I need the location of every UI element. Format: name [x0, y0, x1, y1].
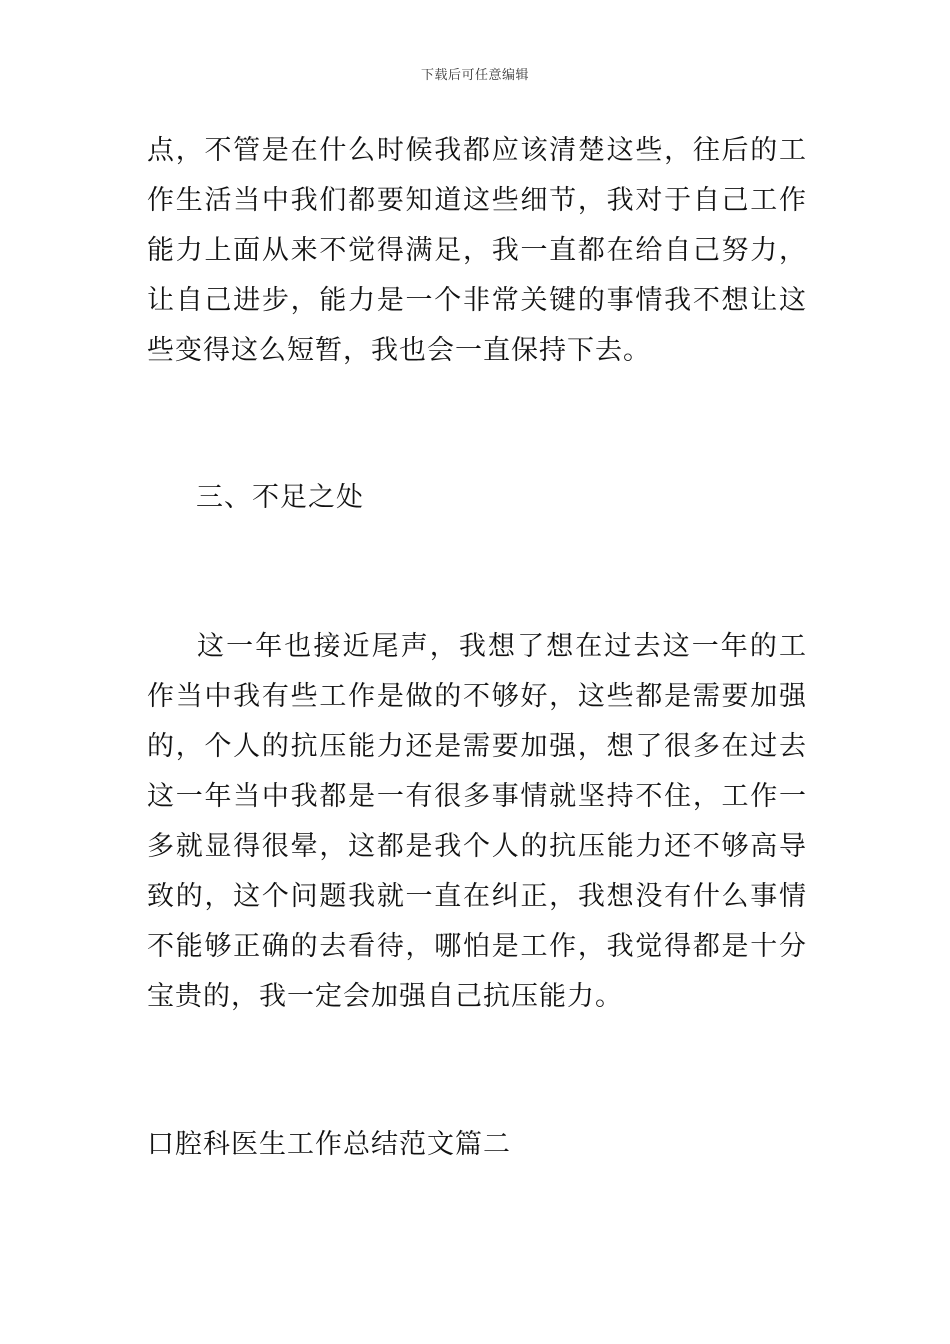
header-note: 下载后可任意编辑 — [420, 68, 529, 83]
section-title: 口腔科医生工作总结范文篇二 — [147, 1129, 511, 1160]
section-heading-3: 三、不足之处 — [196, 482, 364, 513]
body-paragraph-1: 点，不管是在什么时候我都应该清楚这些，往后的工作生活当中我们都要知道这些细节，我对于自己工作能力上面从来不觉得满足，我一直都在给自己努力，让自己进步，能力是一个非常关键的事情我不想让这些变得这么短暂，我也会一直保持下去。 — [147, 135, 807, 366]
body-paragraph-2: 这一年也接近尾声，我想了想在过去这一年的工作当中我有些工作是做的不够好，这些都是需要加强的，个人的抗压能力还是需要加强，想了很多在过去这一年当中我都是一有很多事情就坚持不住，工作一多就显得很晕，这都是我个人的抗压能力还不够高导致的，这个问题我就一直在纠正，我想没有什么事情不能够正确的去看待，哪怕是工作，我觉得都是十分宝贵的，我一定会加强自己抗压能力。 — [147, 631, 807, 1012]
